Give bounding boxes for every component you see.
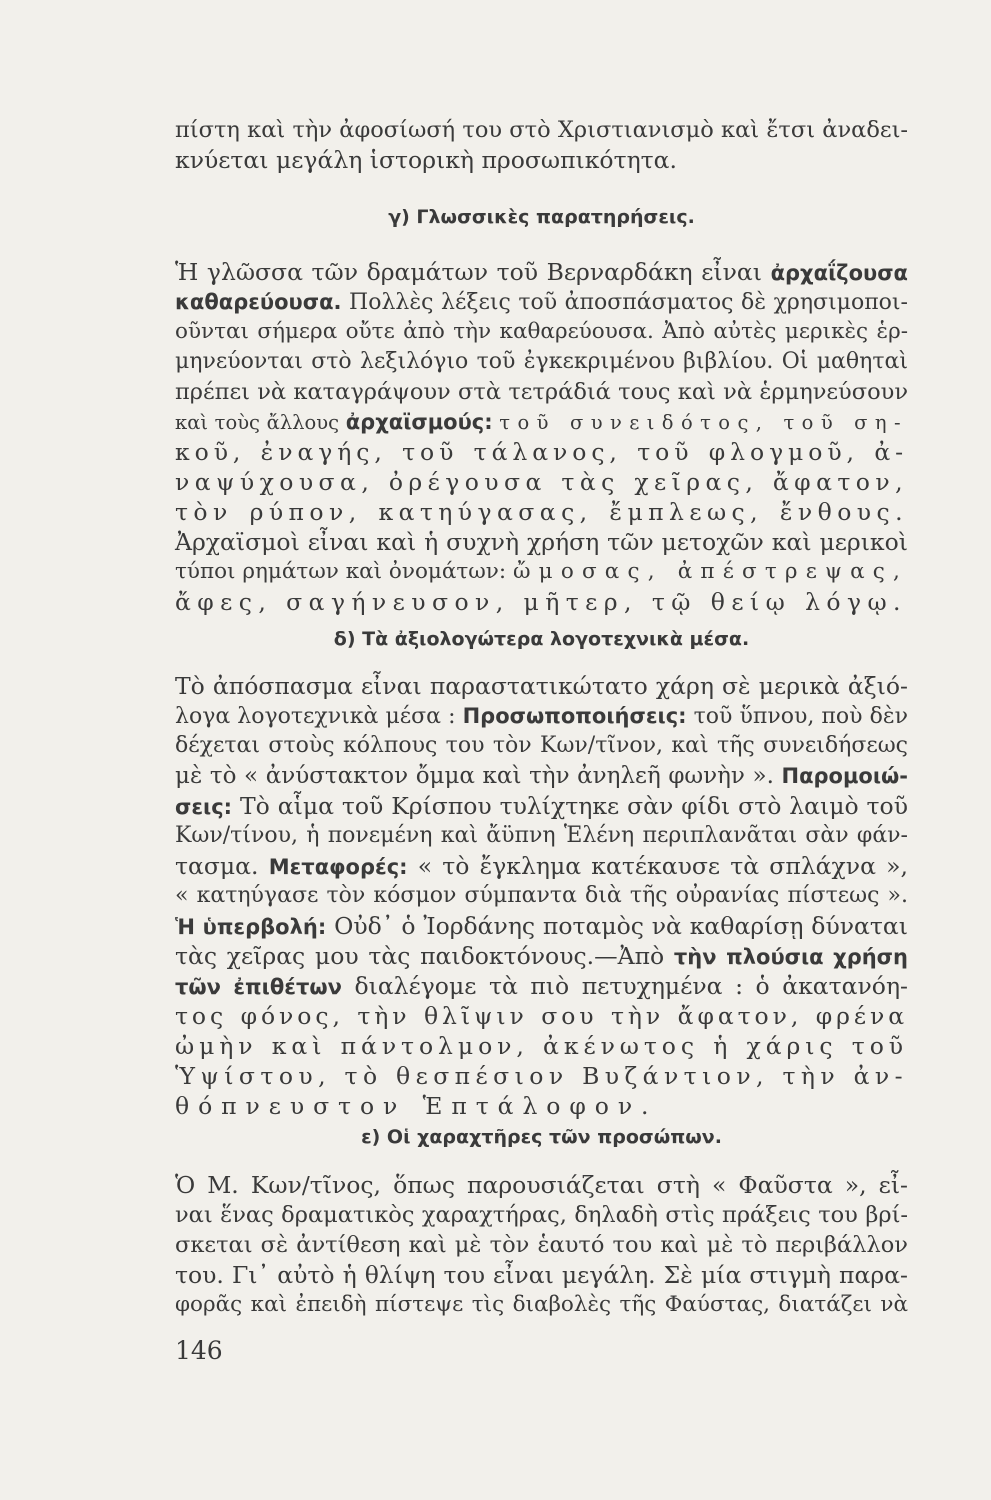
text-line: πρέπει νὰ καταγράψουν στὰ τετράδιά τους καὶ νὰ ἑρμηνεύσουν xyxy=(175,379,908,405)
text-line: κοῦ, ἐναγής, τοῦ τάλανος, τοῦ φλογμοῦ, ἀ- xyxy=(175,438,908,466)
text-span: Οὐδ᾿ ὁ Ἰορδάνης ποταμὸς νὰ καθαρίσῃ δύναται xyxy=(334,912,908,940)
text-span: τοῦ ὕπνου, ποὺ δὲν xyxy=(693,704,909,729)
text-line: ἄφες, σαγήνευσον, μῆτερ, τῷ θείῳ λόγῳ. xyxy=(175,588,907,616)
text-span: τύποι ρημάτων καὶ ὀνομάτων: xyxy=(175,559,507,584)
text-line: Ἀρχαϊσμοὶ εἶναι καὶ ἡ συχνὴ χρήση τῶν μετοχῶν καὶ μερικοὶ xyxy=(175,528,908,556)
text-span: διαλέγομε τὰ πιὸ πετυχημένα : ὁ ἀκατανόη- xyxy=(354,972,908,1000)
spaced-text: τοῦ συνειδότος, τοῦ ση- xyxy=(499,411,908,434)
text-line: Τὸ ἀπόσπασμα εἶναι παραστατικώτατο χάρη σὲ μερικὰ ἀξιό- xyxy=(175,672,908,700)
text-line: Ὁ Μ. Κων/τῖνος, ὅπως παρουσιάζεται στὴ « Φαῦστα », εἶ- xyxy=(175,1171,908,1199)
bold-term: Προσωποποιήσεις: xyxy=(462,704,687,728)
bold-term: Παρομοιώ- xyxy=(781,764,909,788)
text-line: δέχεται στοὺς κόλπους του τὸν Κων/τῖνον, καὶ τῆς συνειδήσεως xyxy=(175,733,908,758)
spaced-text: ὤμοσας, ἀπέστρεψας, xyxy=(512,559,908,584)
text-line xyxy=(175,557,908,587)
text-line: Κων/τίνου, ἡ πονεμένη καὶ ἄϋπνη Ἑλένη περιπλανᾶται σὰν φάν- xyxy=(175,823,908,848)
section-heading-e: ε) Οἱ χαραχτῆρες τῶν προσώπων. xyxy=(361,1126,722,1148)
text-line: μηνεύονται στὸ λεξιλόγιο τοῦ ἐγκεκριμένου βιβλίου. Οἱ μαθηταὶ xyxy=(175,349,908,374)
text-line: « κατηύγασε τὸν κόσμον σύμπαντα διὰ τῆς οὐρανίας πίστεως ». xyxy=(175,883,908,908)
bold-term: τῶν ἐπιθέτων xyxy=(175,975,342,999)
text-span: λογα λογοτεχνικὰ μέσα : xyxy=(175,704,456,729)
text-line: πίστη καὶ τὴν ἀφοσίωσή του στὸ Χριστιανισμὸ καὶ ἔτσι ἀναδει- xyxy=(175,117,908,143)
text-line: σκεται σὲ ἀντίθεση καὶ μὲ τὸν ἑαυτό του καὶ μὲ τὸ περιβάλλον xyxy=(175,1232,908,1258)
section-heading-d: δ) Τὰ ἀξιολογώτερα λογοτεχνικὰ μέσα. xyxy=(333,628,750,650)
text-line: οῦνται σήμερα οὔτε ἀπὸ τὴν καθαρεύουσα. Ἀπὸ αὐτὲς μερικὲς ἑρ- xyxy=(175,319,908,344)
text-line: τὸν ρύπον, κατηύγασας, ἔμπλεως, ἔνθους. xyxy=(175,498,908,526)
text-line: ὠμὴν καὶ πάντολμον, ἀκένωτος ἡ χάρις τοῦ xyxy=(175,1032,908,1060)
text-span: Τὸ αἷμα τοῦ Κρίσπου τυλίχτηκε σὰν φίδι στὸ λαιμὸ τοῦ xyxy=(240,792,908,820)
bold-term: ἀρχαϊσμούς: xyxy=(345,410,493,434)
text-span: Ἡ γλῶσσα τῶν δραμάτων τοῦ Βερναρδάκη εἶναι xyxy=(175,258,762,286)
text-line: του. Γι᾿ αὐτὸ ἡ θλίψη του εἶναι μεγάλη. Σὲ μία στιγμὴ παρα- xyxy=(175,1261,908,1289)
text-line: Ὑψίστου, τὸ θεσπέσιον Βυζάντιον, τὴν ἀν- xyxy=(175,1062,908,1090)
bold-term: σεις: xyxy=(175,795,233,819)
bold-term: Μεταφορές: xyxy=(268,855,408,879)
text-span: τὰς χεῖρας μου τὰς παιδοκτόνους.—Ἀπὸ xyxy=(175,942,665,970)
text-line xyxy=(175,911,908,942)
text-line: κνύεται μεγάλη ἱστορικὴ προσωπικότητα. xyxy=(175,146,677,174)
text-line xyxy=(175,257,908,288)
bold-term: Ἡ ὑπερβολή: xyxy=(175,915,327,939)
text-line: ναι ἕνας δραματικὸς χαραχτήρας, δηλαδὴ στὶς πράξεις του βρί- xyxy=(175,1202,908,1228)
text-span: « τὸ ἔγκλημα κατέκαυσε τὰ σπλάχνα », xyxy=(417,852,908,880)
text-line xyxy=(175,407,908,438)
bold-term: τὴν πλούσια χρήση xyxy=(673,945,908,969)
text-line xyxy=(175,851,908,882)
text-line: ναψύχουσα, ὀρέγουσα τὰς χεῖρας, ἄφατον, xyxy=(175,468,908,496)
text-line: φορᾶς καὶ ἐπειδὴ πίστεψε τὶς διαβολὲς τῆς Φαύστας, διατάζει νὰ xyxy=(175,1292,908,1317)
text-line xyxy=(175,701,908,732)
text-span: καὶ τοὺς ἄλλους xyxy=(175,411,340,434)
text-line: θόπνευστον Ἑπτάλοφον. xyxy=(175,1092,658,1120)
bold-term: ἀρχαΐζουσα xyxy=(770,261,908,285)
page-number: 146 xyxy=(175,1336,223,1365)
text-line xyxy=(175,287,908,318)
text-line xyxy=(175,761,908,791)
text-line xyxy=(175,791,908,822)
bold-term: καθαρεύουσα. xyxy=(175,290,342,314)
text-span: μὲ τὸ « ἀνύστακτον ὄμμα καὶ τὴν ἀνηλεῆ φωνὴν ». xyxy=(175,763,774,789)
text-line xyxy=(175,941,908,972)
text-line: τος φόνος, τὴν θλῖψιν σου τὴν ἄφατον, φρένα xyxy=(175,1002,908,1030)
text-span: τασμα. xyxy=(175,852,259,880)
text-span: Πολλὲς λέξεις τοῦ ἀποσπάσματος δὲ χρησιμοποι- xyxy=(349,290,908,315)
text-line xyxy=(175,971,908,1002)
section-heading-g: γ) Γλωσσικὲς παρατηρήσεις. xyxy=(388,206,695,228)
